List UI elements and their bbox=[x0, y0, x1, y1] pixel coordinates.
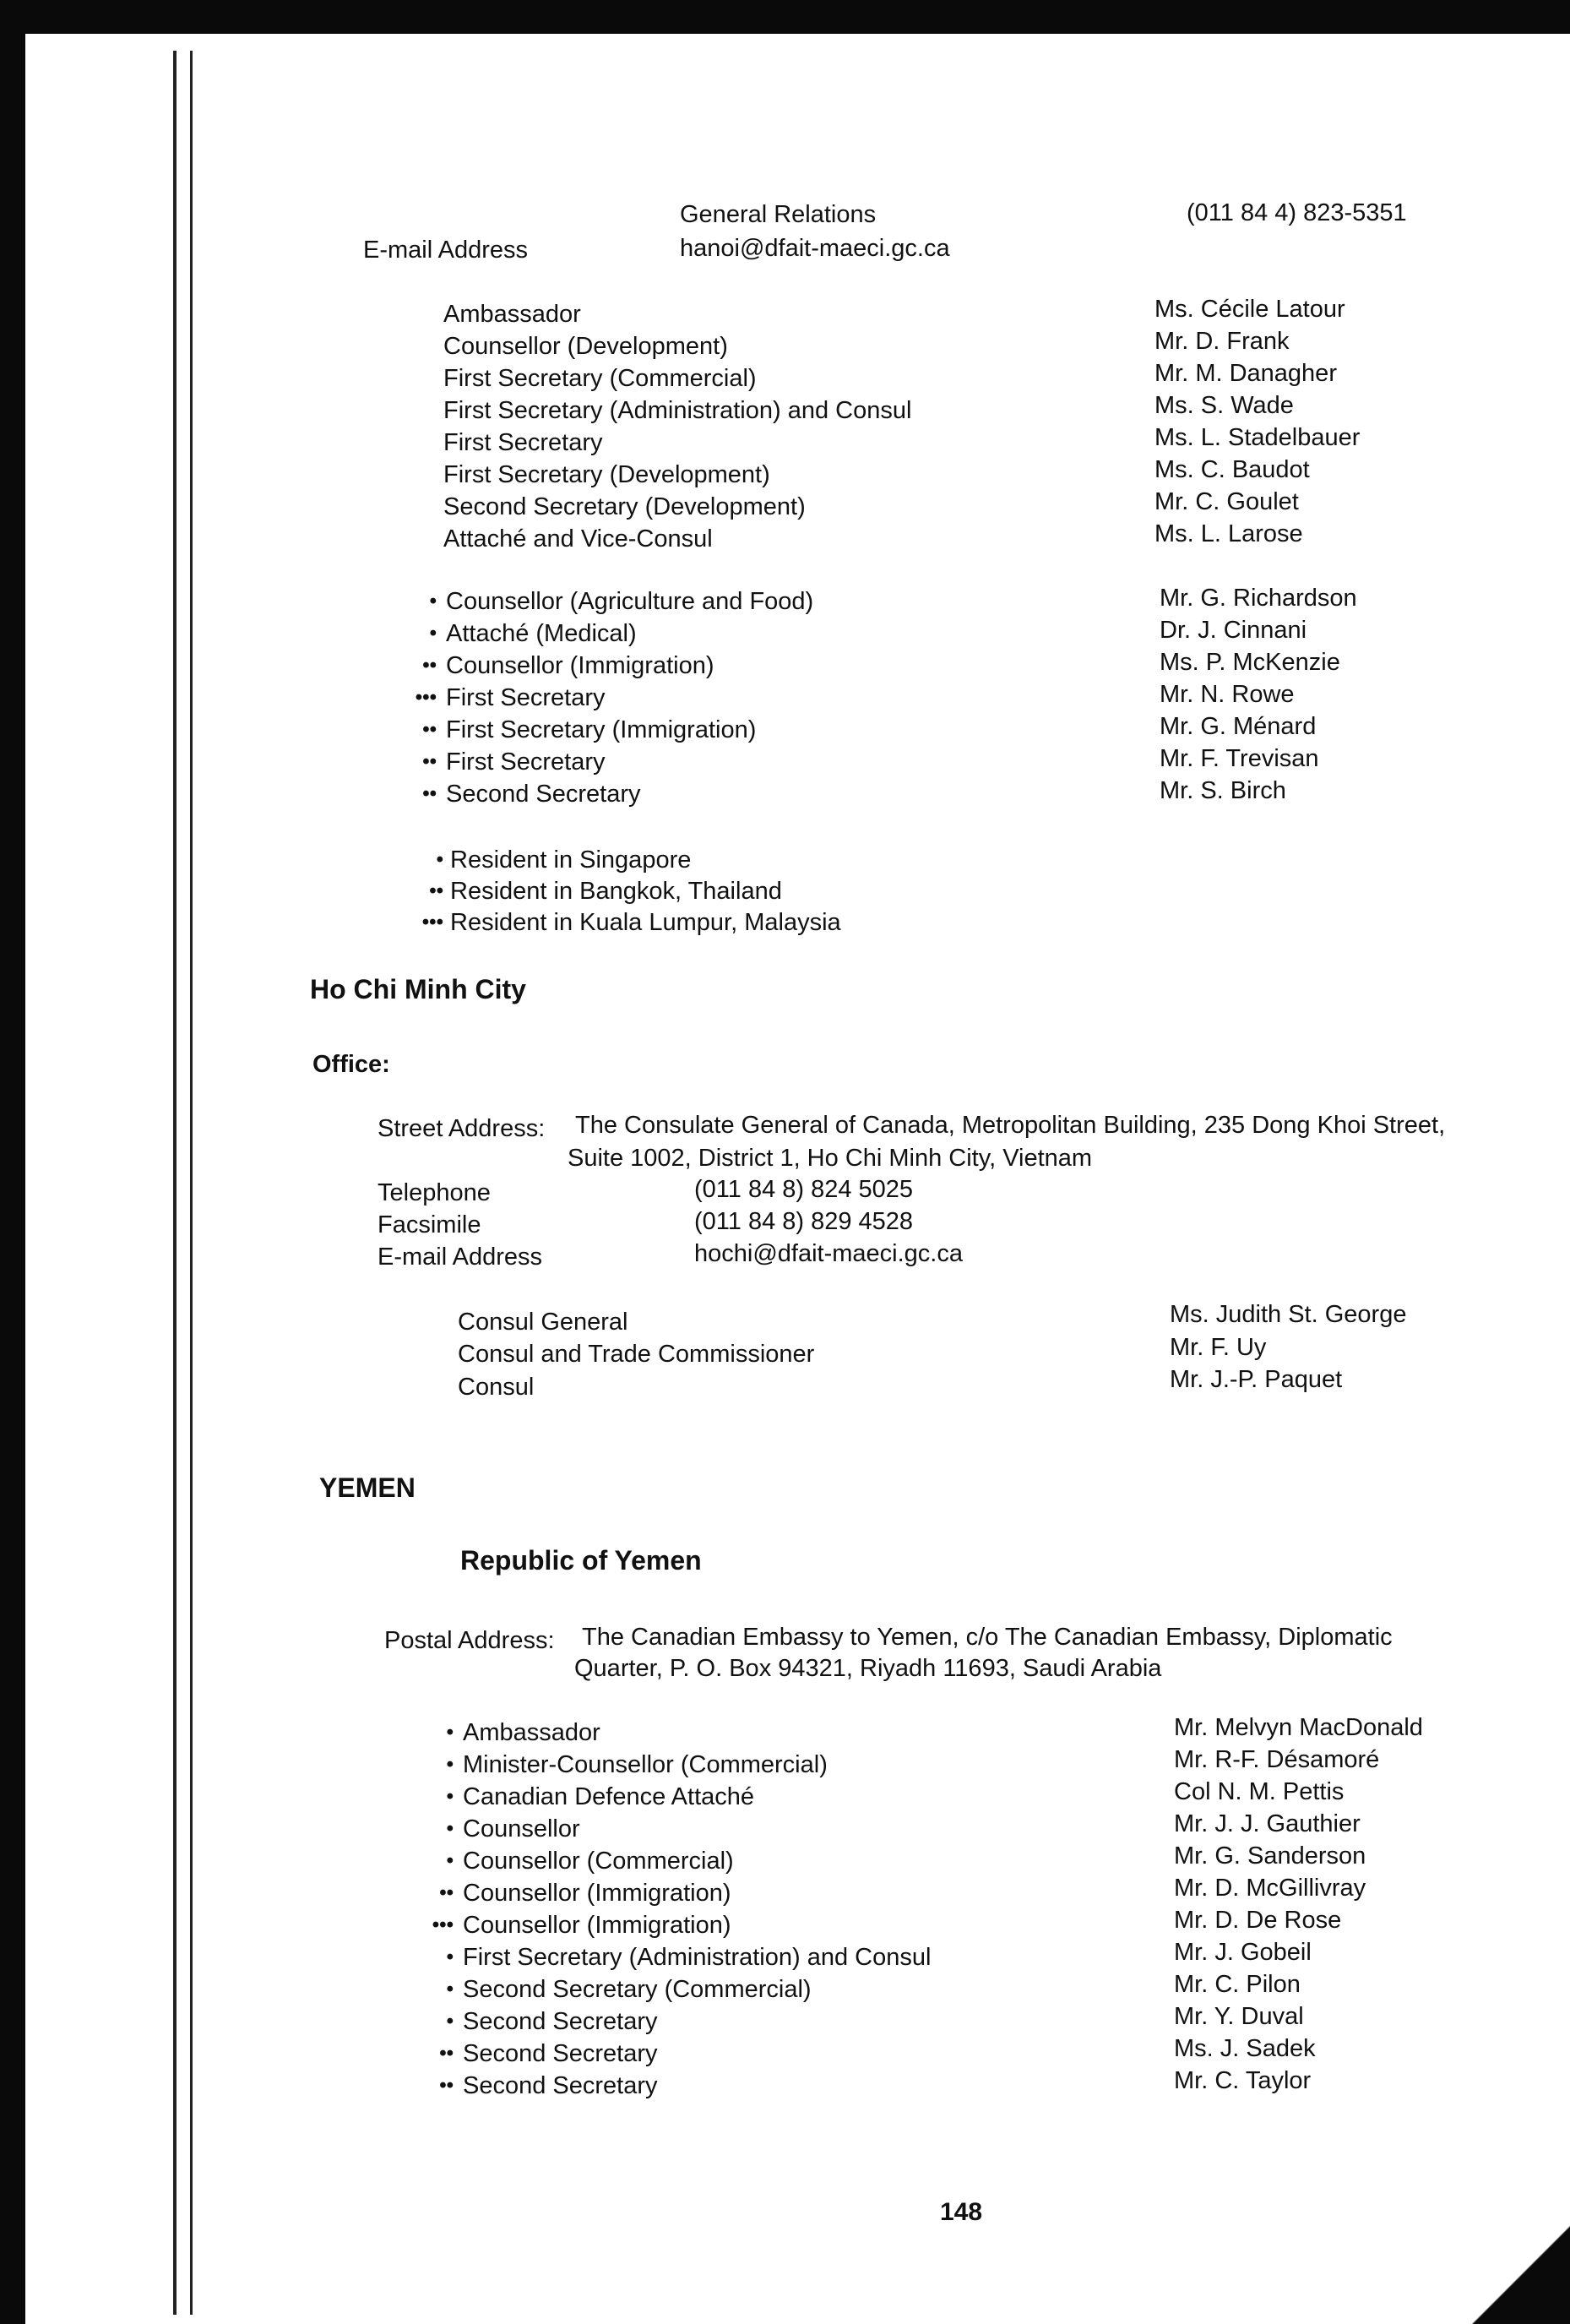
hcmc-email-value: hochi@dfait-maeci.gc.ca bbox=[694, 1240, 963, 1267]
hanoi-email-value: hanoi@dfait-maeci.gc.ca bbox=[680, 235, 950, 262]
staff-title: Second Secretary bbox=[463, 2072, 658, 2099]
fax-label: Facsimile bbox=[378, 1211, 481, 1238]
staff-name: Mr. G. Sanderson bbox=[1174, 1842, 1366, 1870]
staff-name: Mr. S. Birch bbox=[1160, 777, 1286, 804]
staff-name: Mr. C. Pilon bbox=[1174, 1971, 1301, 1998]
residence-marker: •• bbox=[422, 750, 437, 773]
telephone-label: Telephone bbox=[378, 1179, 491, 1206]
staff-name: Mr. C. Goulet bbox=[1154, 488, 1299, 515]
staff-title: Attaché (Medical) bbox=[446, 620, 637, 647]
residence-marker: • bbox=[446, 2010, 454, 2033]
staff-title: First Secretary (Immigration) bbox=[446, 716, 757, 743]
residence-marker: •• bbox=[422, 718, 437, 741]
street-address-line2: Suite 1002, District 1, Ho Chi Minh City, Vietnam bbox=[568, 1145, 1093, 1172]
staff-title: Counsellor (Commercial) bbox=[463, 1848, 734, 1875]
staff-title: Second Secretary bbox=[446, 781, 641, 808]
general-relations-phone: (011 84 4) 823-5351 bbox=[1187, 199, 1407, 226]
staff-title: Counsellor (Immigration) bbox=[446, 652, 714, 679]
hcmc-heading: Ho Chi Minh City bbox=[310, 974, 526, 1004]
residence-marker: •• bbox=[422, 782, 437, 805]
country-heading: YEMEN bbox=[319, 1472, 416, 1503]
staff-name: Mr. F. Trevisan bbox=[1160, 745, 1319, 772]
staff-title: Second Secretary (Development) bbox=[443, 493, 806, 520]
staff-name: Mr. F. Uy bbox=[1170, 1334, 1267, 1361]
staff-name: Mr. G. Ménard bbox=[1160, 713, 1317, 740]
staff-title: Counsellor (Immigration) bbox=[463, 1912, 731, 1939]
staff-title: First Secretary bbox=[446, 748, 606, 776]
staff-name: Ms. Judith St. George bbox=[1170, 1301, 1407, 1328]
residence-marker: • bbox=[446, 1753, 454, 1776]
street-address-label: Street Address: bbox=[378, 1115, 546, 1142]
residence-marker: •• bbox=[439, 1881, 454, 1904]
staff-title: First Secretary bbox=[446, 684, 606, 711]
staff-name: Ms. L. Stadelbauer bbox=[1154, 424, 1361, 451]
hanoi-email-label: E-mail Address bbox=[363, 237, 529, 264]
residence-marker: • bbox=[429, 590, 437, 612]
staff-name: Ms. S. Wade bbox=[1154, 392, 1294, 419]
footnote-marker: •• bbox=[429, 879, 443, 902]
staff-title: Ambassador bbox=[443, 301, 581, 328]
office-label: Office: bbox=[312, 1051, 390, 1078]
staff-name: Ms. Cécile Latour bbox=[1154, 296, 1345, 323]
staff-title: First Secretary (Development) bbox=[443, 461, 770, 488]
staff-name: Mr. D. De Rose bbox=[1174, 1907, 1342, 1934]
staff-name: Mr. D. McGillivray bbox=[1174, 1875, 1366, 1902]
residence-marker: •• bbox=[439, 2074, 454, 2097]
staff-name: Dr. J. Cinnani bbox=[1160, 617, 1307, 644]
postal-address-label: Postal Address: bbox=[384, 1627, 555, 1654]
staff-name: Mr. J.-P. Paquet bbox=[1170, 1366, 1343, 1393]
staff-title: First Secretary (Administration) and Consul bbox=[443, 397, 912, 424]
staff-name: Mr. J. J. Gauthier bbox=[1174, 1810, 1361, 1837]
official-country-name: Republic of Yemen bbox=[460, 1545, 702, 1576]
staff-title: First Secretary (Administration) and Consul bbox=[463, 1944, 932, 1971]
staff-title: Counsellor (Agriculture and Food) bbox=[446, 588, 814, 615]
spine-line bbox=[173, 51, 177, 2315]
residence-marker: ••• bbox=[432, 1913, 454, 1936]
scan-top-border bbox=[0, 0, 1570, 34]
footnote-marker: ••• bbox=[421, 911, 443, 933]
residence-marker: • bbox=[446, 1849, 454, 1872]
telephone-value: (011 84 8) 824 5025 bbox=[694, 1176, 914, 1203]
footnote-text: Resident in Singapore bbox=[450, 846, 692, 874]
staff-name: Mr. R-F. Désamoré bbox=[1174, 1746, 1380, 1773]
staff-name: Mr. N. Rowe bbox=[1160, 681, 1295, 708]
residence-marker: • bbox=[446, 1946, 454, 1968]
residence-marker: •• bbox=[422, 654, 437, 677]
staff-name: Ms. P. McKenzie bbox=[1160, 649, 1340, 676]
residence-marker: • bbox=[446, 1785, 454, 1808]
staff-title: Counsellor bbox=[463, 1815, 580, 1842]
staff-title: Attaché and Vice-Consul bbox=[443, 525, 713, 552]
staff-title: Second Secretary bbox=[463, 2008, 658, 2035]
staff-title: Second Secretary bbox=[463, 2040, 658, 2067]
staff-name: Mr. G. Richardson bbox=[1160, 585, 1357, 612]
page-corner-shadow bbox=[1460, 2214, 1570, 2324]
staff-title: Counsellor (Development) bbox=[443, 333, 728, 360]
fax-value: (011 84 8) 829 4528 bbox=[694, 1208, 914, 1235]
hcmc-email-label: E-mail Address bbox=[378, 1244, 543, 1271]
staff-title: Consul bbox=[458, 1374, 535, 1401]
staff-name: Mr. M. Danagher bbox=[1154, 360, 1337, 387]
footnote-marker: • bbox=[436, 848, 443, 871]
staff-title: Counsellor (Immigration) bbox=[463, 1880, 731, 1907]
staff-title: Ambassador bbox=[463, 1719, 600, 1746]
staff-title: Minister-Counsellor (Commercial) bbox=[463, 1751, 828, 1778]
staff-title: First Secretary (Commercial) bbox=[443, 365, 757, 392]
staff-title: Consul General bbox=[458, 1309, 628, 1336]
staff-name: Col N. M. Pettis bbox=[1174, 1778, 1345, 1805]
street-address-line1: The Consulate General of Canada, Metropolitan Building, 235 Dong Khoi Street, bbox=[575, 1112, 1446, 1139]
staff-name: Ms. L. Larose bbox=[1154, 520, 1303, 547]
residence-marker: • bbox=[446, 1978, 454, 2000]
footnote-text: Resident in Bangkok, Thailand bbox=[450, 878, 782, 905]
residence-marker: • bbox=[429, 622, 437, 645]
staff-name: Ms. J. Sadek bbox=[1174, 2035, 1316, 2062]
staff-name: Mr. Y. Duval bbox=[1174, 2003, 1304, 2030]
footnote-text: Resident in Kuala Lumpur, Malaysia bbox=[450, 909, 841, 936]
staff-title: Consul and Trade Commissioner bbox=[458, 1341, 815, 1368]
staff-name: Mr. J. Gobeil bbox=[1174, 1939, 1312, 1966]
staff-name: Ms. C. Baudot bbox=[1154, 456, 1310, 483]
staff-name: Mr. C. Taylor bbox=[1174, 2067, 1312, 2094]
postal-address-line2: Quarter, P. O. Box 94321, Riyadh 11693, Saudi Arabia bbox=[574, 1655, 1162, 1682]
staff-name: Mr. Melvyn MacDonald bbox=[1174, 1714, 1423, 1741]
staff-title: Canadian Defence Attaché bbox=[463, 1783, 755, 1810]
staff-title: First Secretary bbox=[443, 429, 603, 456]
general-relations-label: General Relations bbox=[680, 201, 877, 228]
staff-title: Second Secretary (Commercial) bbox=[463, 1976, 812, 2003]
scan-left-border bbox=[0, 0, 25, 2324]
residence-marker: • bbox=[446, 1721, 454, 1744]
residence-marker: •• bbox=[439, 2042, 454, 2065]
spine-line bbox=[190, 51, 193, 2315]
residence-marker: ••• bbox=[415, 686, 437, 709]
page-number: 148 bbox=[940, 2198, 983, 2226]
postal-address-line1: The Canadian Embassy to Yemen, c/o The Canadian Embassy, Diplomatic bbox=[582, 1624, 1393, 1651]
residence-marker: • bbox=[446, 1817, 454, 1840]
staff-name: Mr. D. Frank bbox=[1154, 328, 1290, 355]
